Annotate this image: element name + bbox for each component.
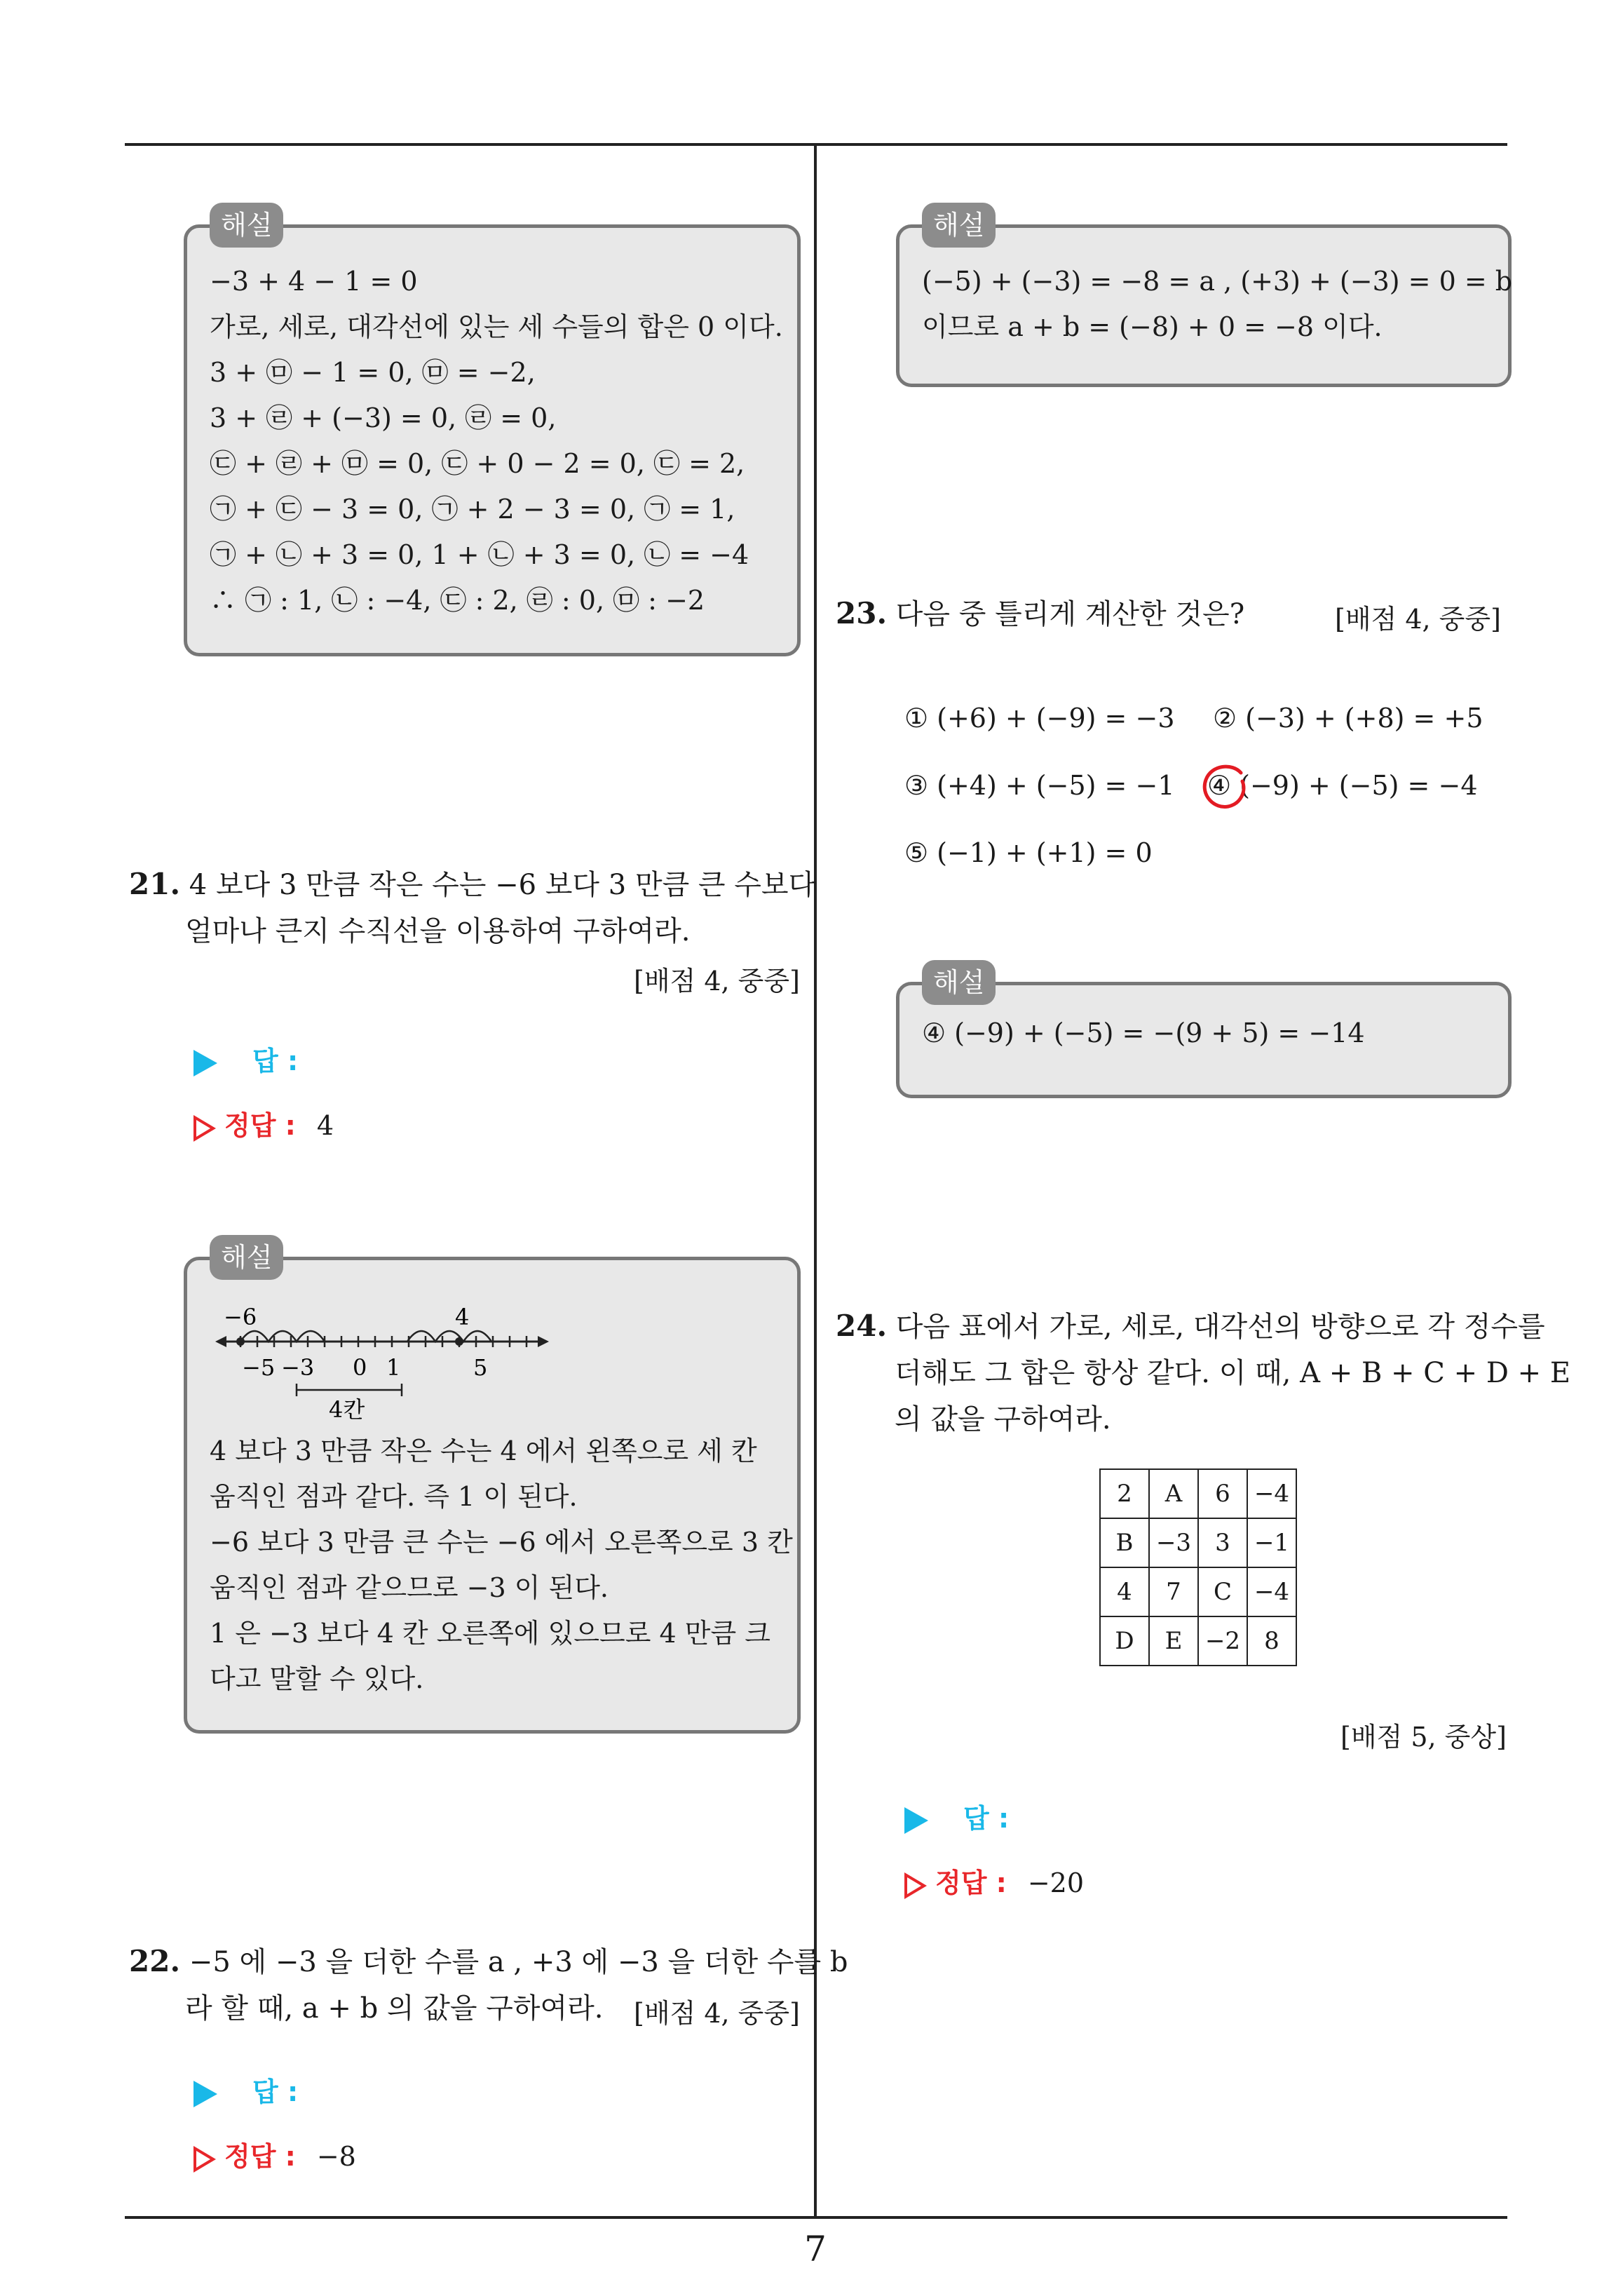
answer-label: 답 : [252, 2076, 299, 2107]
explanation-line: ④ (−9) + (−5) = −(9 + 5) = −14 [922, 1018, 1365, 1048]
explanation-box-23 [896, 967, 1512, 1098]
question-text: −5 에 −3 을 더한 수를 a , +3 에 −3 을 더한 수를 b [189, 1946, 848, 1978]
numberline-label-top-left: −6 [224, 1304, 257, 1330]
answer-22[interactable] [193, 2070, 298, 2109]
table-cell: C [1198, 1567, 1247, 1616]
solution-label: 정답 : [224, 1110, 296, 1141]
explanation-tag: 해설 [210, 1235, 283, 1280]
score-24: [배점 5, 중상] [1340, 1722, 1507, 1753]
numberline-tick-label: −5 [242, 1354, 276, 1381]
explanation-line: −6 보다 3 만큼 큰 수는 −6 에서 오른쪽으로 3 칸 [210, 1527, 793, 1558]
numberline-tick-label: 0 [353, 1354, 367, 1381]
question-text: 4 보다 3 만큼 작은 수는 −6 보다 3 만큼 큰 수보다 [189, 869, 816, 901]
red-circle-mark-icon [1199, 762, 1249, 812]
explanation-box-21 [184, 1242, 801, 1734]
explanation-line: (−5) + (−3) = −8 = a , (+3) + (−3) = 0 = b [922, 266, 1513, 297]
solution-value: −8 [316, 2141, 356, 2172]
magic-square-table [1099, 1468, 1297, 1666]
question-21 [129, 861, 815, 954]
question-24 [836, 1303, 1570, 1443]
play-icon [904, 1807, 928, 1834]
explanation-box-20 [184, 210, 801, 656]
explanation-lines [210, 259, 783, 623]
numberline-label-top-right: 4 [455, 1304, 470, 1330]
table-cell: 2 [1100, 1469, 1149, 1518]
question-text: 다음 표에서 가로, 세로, 대각선의 방향으로 각 정수를 [895, 1311, 1545, 1343]
question-number: 24. [836, 1309, 888, 1343]
explanation-line: 4 보다 3 만큼 작은 수는 4 에서 왼쪽으로 세 칸 [210, 1436, 757, 1466]
answer-21[interactable] [193, 1039, 298, 1078]
numberline-tick-label: −3 [281, 1354, 315, 1381]
explanation-line: ㉠ + ㉡ + 3 = 0, 1 + ㉡ + 3 = 0, ㉡ = −4 [210, 539, 749, 570]
table-cell: −4 [1247, 1567, 1296, 1616]
play-icon [193, 2081, 217, 2107]
explanation-lines [922, 259, 1513, 350]
table-cell: 7 [1149, 1567, 1198, 1616]
table-cell: D [1100, 1616, 1149, 1666]
table-cell: A [1149, 1469, 1198, 1518]
table-cell: E [1149, 1616, 1198, 1666]
explanation-line: 3 + ㉣ + (−3) = 0, ㉣ = 0, [210, 403, 557, 433]
answer-label: 답 : [252, 1046, 299, 1076]
number-line-diagram [205, 1297, 570, 1437]
table-cell: −2 [1198, 1616, 1247, 1666]
outline-play-icon [193, 2146, 216, 2173]
table-cell: B [1100, 1518, 1149, 1567]
explanation-line: 움직인 점과 같다. 즉 1 이 된다. [210, 1481, 578, 1512]
span-bracket [297, 1384, 402, 1396]
table-row [1100, 1469, 1296, 1518]
explanation-line: 이므로 a + b = (−8) + 0 = −8 이다. [922, 311, 1383, 342]
answer-label: 답 : [963, 1803, 1010, 1834]
page-number: 7 [804, 2229, 827, 2269]
explanation-lines [922, 1011, 1491, 1056]
arrow-right-icon [538, 1336, 549, 1347]
bottom-rule [125, 2216, 1507, 2219]
score-22: [배점 4, 중중] [634, 1998, 800, 2029]
explanation-line: 가로, 세로, 대각선에 있는 세 수들의 합은 0 이다. [210, 311, 783, 342]
table-cell: 3 [1198, 1518, 1247, 1567]
explanation-line: 다고 말할 수 있다. [210, 1663, 424, 1694]
explanation-box-22 [896, 210, 1513, 387]
question-text: 의 값을 구하여라. [895, 1403, 1111, 1436]
choice-3[interactable]: ③ (+4) + (−5) = −1 [904, 770, 1175, 801]
question-number: 21. [129, 867, 181, 901]
choice-5[interactable]: ⑤ (−1) + (+1) = 0 [904, 837, 1153, 868]
numberline-tick-label: 1 [386, 1354, 401, 1381]
table-cell: −1 [1247, 1518, 1296, 1567]
outline-play-icon [193, 1115, 216, 1142]
choice-4[interactable]: ④ (−9) + (−5) = −4 [1207, 770, 1478, 801]
outline-play-icon [904, 1872, 927, 1899]
jump-arcs-left [240, 1331, 325, 1342]
explanation-tag: 해설 [210, 203, 283, 248]
explanation-tag: 해설 [922, 203, 996, 248]
point-4 [455, 1337, 463, 1346]
explanation-line: ㉢ + ㉣ + ㉤ = 0, ㉢ + 0 − 2 = 0, ㉢ = 2, [210, 448, 745, 479]
point-minus-6 [236, 1337, 245, 1346]
choice-1[interactable]: ① (+6) + (−9) = −3 [904, 703, 1175, 734]
question-text: 더해도 그 합은 항상 같다. 이 때, A + B + C + D + E [895, 1357, 1571, 1389]
table-cell: −3 [1149, 1518, 1198, 1567]
answer-24[interactable] [904, 1797, 1009, 1835]
explanation-line: 3 + ㉤ − 1 = 0, ㉤ = −2, [210, 357, 536, 388]
explanation-line: 움직인 점과 같으므로 −3 이 된다. [210, 1572, 609, 1603]
choice-2[interactable]: ② (−3) + (+8) = +5 [1213, 703, 1483, 734]
table-cell: 8 [1247, 1616, 1296, 1666]
solution-21 [193, 1104, 334, 1142]
table-row [1100, 1616, 1296, 1666]
numberline-tick-label: 5 [473, 1354, 488, 1381]
table-row [1100, 1567, 1296, 1616]
solution-label: 정답 : [935, 1868, 1007, 1898]
table-cell: 4 [1100, 1567, 1149, 1616]
explanation-line: ∴ ㉠ : 1, ㉡ : −4, ㉢ : 2, ㉣ : 0, ㉤ : −2 [210, 585, 705, 616]
arrow-left-icon [215, 1336, 226, 1347]
score-23: [배점 4, 중중] [1335, 604, 1501, 635]
explanation-line: ㉠ + ㉢ − 3 = 0, ㉠ + 2 − 3 = 0, ㉠ = 1, [210, 494, 735, 525]
question-number: 23. [836, 596, 888, 630]
table-cell: 6 [1198, 1469, 1247, 1518]
question-text: 다음 중 틀리게 계산한 것은? [895, 598, 1245, 630]
question-text: 얼마나 큰지 수직선을 이용하여 구하여라. [185, 915, 691, 947]
span-label: 4칸 [329, 1396, 365, 1423]
solution-value: −20 [1027, 1868, 1085, 1898]
explanation-tag: 해설 [922, 960, 996, 1005]
explanation-lines [210, 1429, 793, 1702]
solution-22 [193, 2135, 356, 2173]
solution-value: 4 [316, 1110, 334, 1141]
solution-24 [904, 1861, 1084, 1900]
jump-arcs-right [407, 1331, 491, 1342]
table-cell: −4 [1247, 1469, 1296, 1518]
explanation-line: −3 + 4 − 1 = 0 [210, 266, 418, 297]
score-21: [배점 4, 중중] [634, 966, 800, 997]
question-number: 22. [129, 1944, 181, 1978]
solution-label: 정답 : [224, 2141, 296, 2172]
table-row [1100, 1518, 1296, 1567]
question-text: 라 할 때, a + b 의 값을 구하여라. [185, 1992, 604, 2025]
column-divider [814, 144, 817, 2217]
play-icon [193, 1050, 217, 1076]
explanation-line: 1 은 −3 보다 4 칸 오른쪽에 있으므로 4 만큼 크 [210, 1618, 770, 1649]
question-23 [836, 590, 1244, 637]
